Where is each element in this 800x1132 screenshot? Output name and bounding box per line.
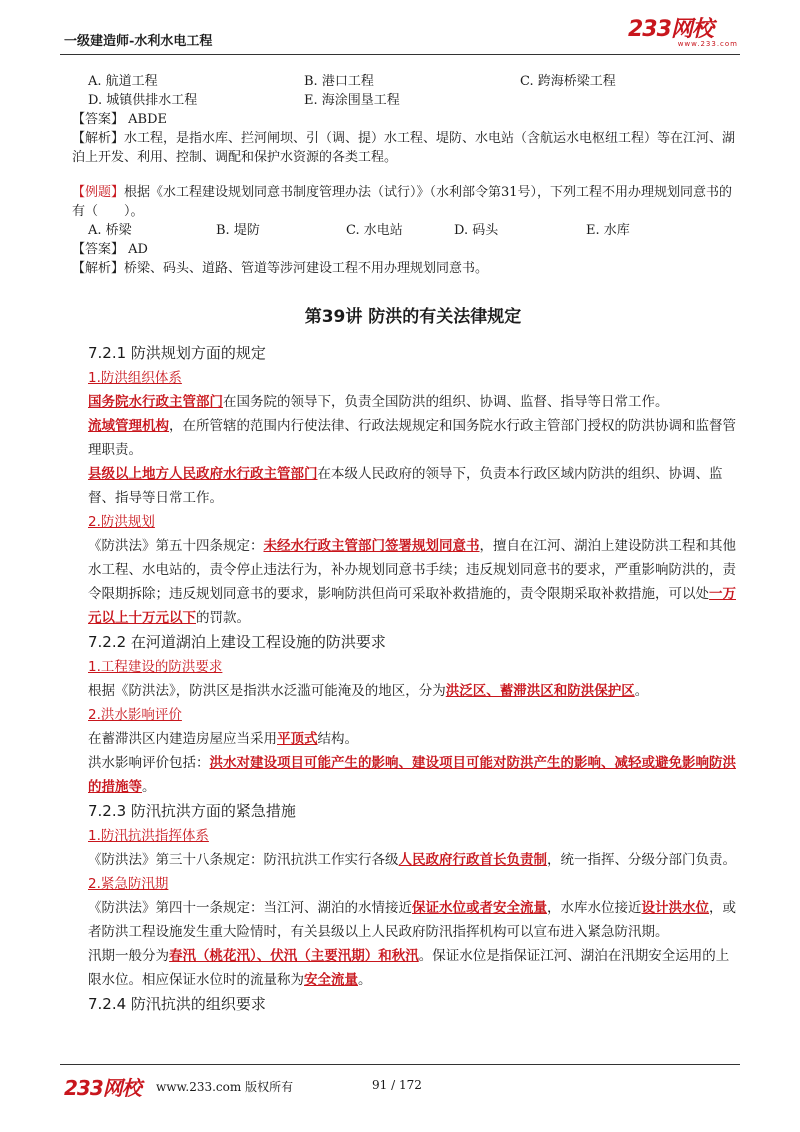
footer-copyright: www.233.com 版权所有: [156, 1080, 294, 1094]
text: 。: [358, 972, 372, 988]
answer-line: 【答案】 ABDE: [72, 112, 167, 127]
paragraph: [88, 751, 738, 799]
text: ，在所管辖的范围内行使法律、行政法规规定和国务院水行政主管部门授权的防洪协调和监督管理职责。: [88, 418, 736, 458]
option-b: B. 港口工程: [304, 74, 374, 89]
paragraph: [88, 414, 738, 462]
highlight: 县级以上地方人民政府水行政主管部门: [88, 466, 318, 482]
example-tag: 【例题】: [72, 185, 125, 200]
brand-logo: [628, 19, 738, 49]
brand-logo-text: 233网校: [628, 17, 713, 42]
text: 根据《防洪法》，防洪区是指洪水泛滥可能淹及的地区，分为: [88, 683, 446, 699]
highlight: 一万元以上十万元以下: [88, 586, 736, 626]
text: 在蓄滞洪区内建造房屋应当采用: [88, 731, 277, 747]
highlight: 春汛（桃花汛）、伏汛（主要汛期）和秋汛: [169, 948, 419, 964]
text: 《防洪法》第五十四条规定：: [88, 538, 264, 554]
highlight: 流域管理机构: [88, 418, 169, 434]
subsection-heading: 1.防洪组织体系: [88, 370, 182, 386]
question-2: [72, 183, 738, 278]
highlight: 洪水对建设项目可能产生的影响、建设项目可能对防洪产生的影响、减轻或避免影响防洪的措施等: [88, 755, 736, 795]
text: 《防洪法》第四十一条规定：当江河、湖泊的水情接近: [88, 900, 412, 916]
highlight: 人民政府行政首长负责制: [398, 852, 547, 868]
header-divider: [60, 54, 740, 55]
text: 洪水影响评价包括：: [88, 755, 210, 771]
option-a: A. 桥梁: [88, 223, 132, 238]
document-header-title: 一级建造师-水利水电工程: [64, 34, 213, 49]
option-d: D. 城镇供排水工程: [88, 93, 198, 108]
text: 结构。: [317, 731, 358, 747]
text: ，统一指挥、分级分部门负责。: [547, 852, 736, 868]
option-e: E. 海涂围垦工程: [304, 93, 400, 108]
highlight: 安全流量: [304, 972, 358, 988]
highlight: 国务院水行政主管部门: [88, 394, 223, 410]
subsection-heading: 2.紧急防汛期: [88, 876, 169, 892]
paragraph: [88, 944, 738, 992]
paragraph: [88, 896, 738, 944]
text: ，擅自在江河、湖泊上建设防洪工程和其他水工程、水电站的，责令停止违法行为，补办规划同意书手续；违反规划同意书的要求，严重影响防洪的，责令限期拆除；违反规划同意书的要求，影响防洪但尚可采取补救措施的，责令限期采取补救措施，可以处: [88, 538, 736, 602]
page-number: 91 / 172: [372, 1078, 422, 1092]
lecture-title: 第39讲 防洪的有关法律规定: [304, 307, 522, 327]
analysis-line: 【解析】桥梁、码头、道路、管道等涉河建设工程不用办理规划同意书。: [72, 261, 489, 276]
option-a: A. 航道工程: [88, 74, 158, 89]
text: ，或者防洪工程设施发生重大险情时，有关县级以上人民政府防汛指挥机构可以宣布进入紧急防汛期。: [88, 900, 736, 940]
subsection-heading: 1.防汛抗洪指挥体系: [88, 828, 209, 844]
question-1: [72, 72, 738, 167]
analysis-line: 【解析】水工程，是指水库、拦河闸坝、引（调、提）水工程、堤防、水电站（含航运水电枢纽工程）等在江河、湖泊上开发、利用、控制、调配和保护水资源的各类工程。: [72, 131, 736, 165]
footer-logo: 233网校: [64, 1076, 141, 1100]
text: 。: [634, 683, 649, 699]
subsection-heading: 1.工程建设的防洪要求: [88, 659, 223, 675]
section-heading: 7.2.4 防汛抗洪的组织要求: [88, 995, 266, 1013]
question-stem: 根据《水工程建设规划同意书制度管理办法（试行）》（水利部令第31号），下列工程不用办理规划同意书的有（ ）。: [72, 185, 733, 219]
page-body: [72, 72, 738, 1017]
subsection-heading: 2.洪水影响评价: [88, 707, 182, 723]
highlight: 未经水行政主管部门签署规划同意书: [263, 538, 480, 554]
paragraph: [88, 390, 738, 414]
text: 在本级人民政府的领导下，负责本行政区域内防洪的组织、协调、监督、指导等日常工作。: [88, 466, 723, 506]
text: 在国务院的领导下，负责全国防洪的组织、协调、监督、指导等日常工作。: [223, 394, 669, 410]
paragraph: [88, 727, 738, 751]
section-heading: 7.2.2 在河道湖泊上建设工程设施的防洪要求: [88, 633, 386, 651]
section-heading: 7.2.1 防洪规划方面的规定: [88, 344, 266, 362]
answer-line: 【答案】 AD: [72, 242, 148, 257]
section-heading: 7.2.3 防汛抗洪方面的紧急措施: [88, 802, 296, 820]
footer-divider: [60, 1064, 740, 1065]
text: ，水库水位接近: [547, 900, 642, 916]
paragraph: [88, 462, 738, 510]
option-b: B. 堤防: [216, 223, 260, 238]
paragraph: [88, 848, 738, 872]
option-c: C. 跨海桥梁工程: [520, 74, 616, 89]
option-c: C. 水电站: [346, 223, 403, 238]
text: 。: [142, 779, 156, 795]
text: 《防洪法》第三十八条规定：防汛抗洪工作实行各级: [88, 852, 399, 868]
highlight: 设计洪水位: [641, 900, 709, 916]
highlight: 平顶式: [277, 731, 318, 747]
text: 的罚款。: [196, 610, 250, 626]
option-e: E. 水库: [586, 223, 630, 238]
highlight: 保证水位或者安全流量: [412, 900, 547, 916]
paragraph: [88, 534, 738, 630]
subsection-heading: 2.防洪规划: [88, 514, 155, 530]
text: 汛期一般分为: [88, 948, 169, 964]
paragraph: [88, 679, 738, 703]
brand-logo-url: www.233.com: [677, 40, 738, 48]
highlight: 洪泛区、蓄滞洪区和防洪保护区: [445, 683, 635, 699]
text: 。保证水位是指保证江河、湖泊在汛期安全运用的上限水位。相应保证水位时的流量称为: [88, 948, 730, 988]
option-d: D. 码头: [454, 223, 499, 238]
